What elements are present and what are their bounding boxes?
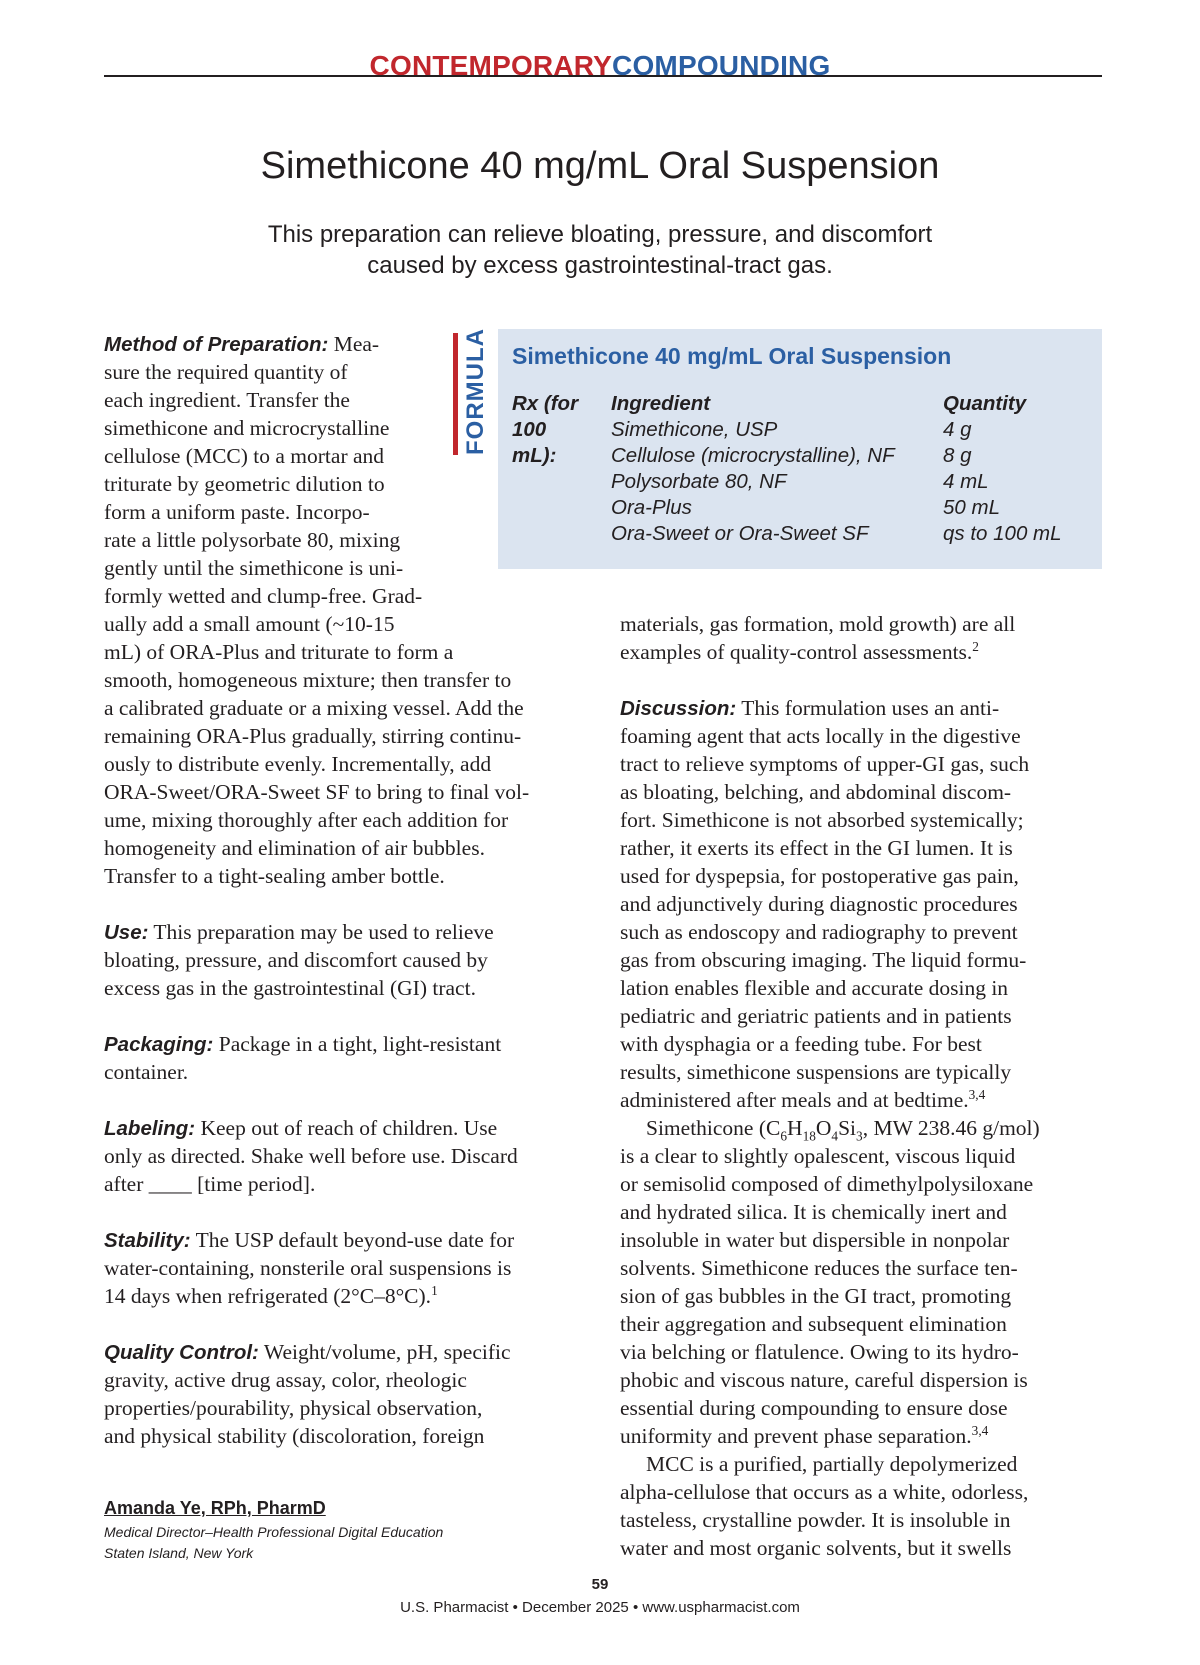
footer-citation: U.S. Pharmacist • December 2025 • www.uspharmacist.com [400, 1599, 800, 1616]
body-line: MCC is a purified, partially depolymerized [646, 1452, 1018, 1476]
body-line: or semisolid composed of dimethylpolysiloxane [620, 1172, 1034, 1196]
body-line: alpha-cellulose that occurs as a white, odorless, [620, 1480, 1029, 1504]
packaging-first-line: Packaging: Package in a tight, light-resistant [104, 1032, 502, 1056]
col-quantity-header: Quantity [943, 392, 1027, 415]
quantity-cell: 4 mL [943, 470, 989, 493]
body-line: is a clear to slightly opalescent, viscous liquid [620, 1144, 1016, 1168]
quantity-cell: 50 mL [943, 496, 1000, 519]
ingredient-cell: Ora-Sweet or Ora-Sweet SF [611, 522, 869, 545]
page-title: Simethicone 40 mg/mL Oral Suspension [260, 145, 940, 187]
body-line: properties/pourability, physical observation, [104, 1396, 483, 1420]
qc-heading: Quality Control: [104, 1341, 259, 1364]
body-line: form a uniform paste. Incorpo- [104, 500, 370, 524]
body-line: ually add a small amount (~10-15 [104, 612, 395, 636]
subtitle-line: caused by excess gastrointestinal-tract gas. [367, 252, 833, 279]
body-line: rate a little polysorbate 80, mixing [104, 528, 401, 552]
body-line: with dysphagia or a feeding tube. For best [620, 1032, 982, 1056]
author-title: Medical Director–Health Professional Digital Education [104, 1524, 444, 1540]
header-rule [104, 75, 1102, 77]
quantity-cell: 4 g [943, 418, 972, 441]
col-ingredient-header: Ingredient [611, 392, 711, 415]
body-line: as bloating, belching, and abdominal discom- [620, 780, 1012, 804]
labeling-first-line: Labeling: Keep out of reach of children. Use [104, 1116, 498, 1140]
header-contemporary: CONTEMPORARY [369, 50, 613, 81]
body-line: results, simethicone suspensions are typically [620, 1060, 1012, 1084]
body-line: cellulose (MCC) to a mortar and [104, 444, 385, 468]
body-line: container. [104, 1060, 189, 1084]
body-line: foaming agent that acts locally in the digestive [620, 724, 1021, 748]
discussion-heading: Discussion: [620, 697, 737, 720]
body-line: examples of quality-control assessments.$^2$ [620, 638, 979, 664]
body-line: mL) of ORA-Plus and triturate to form a [104, 640, 454, 664]
formula-accent-bar [453, 333, 458, 455]
body-line: such as endoscopy and radiography to prevent [620, 920, 1018, 944]
body-line: rather, it exerts its effect in the GI lumen. It is [620, 836, 1013, 860]
labeling-heading: Labeling: [104, 1117, 196, 1140]
author-name: Amanda Ye, RPh, PharmD [104, 1498, 326, 1518]
quantity-cell: qs to 100 mL [943, 522, 1062, 545]
reference-superscript: 2 [972, 638, 979, 654]
stability-heading: Stability: [104, 1229, 191, 1252]
body-line: lation enables flexible and accurate dosing in [620, 976, 1009, 1000]
formula-title: Simethicone 40 mg/mL Oral Suspension [512, 343, 952, 369]
reference-superscript: 3,4 [968, 1086, 986, 1102]
page-number: 59 [591, 1576, 609, 1593]
subtitle-line: This preparation can relieve bloating, pressure, and discomfort [267, 221, 933, 248]
header-compounding: COMPOUNDING [612, 50, 831, 81]
body-line: pediatric and geriatric patients and in patients [620, 1004, 1012, 1028]
running-header [0, 48, 1200, 84]
formula-tag: FORMULA [462, 328, 489, 455]
body-line: after ____ [time period]. [104, 1172, 316, 1196]
body-line: tasteless, crystalline powder. It is insoluble in [620, 1508, 1011, 1532]
body-line: gently until the simethicone is uni- [104, 556, 404, 580]
body-line: via belching or flatulence. Owing to its hydro- [620, 1340, 1019, 1364]
rx-label: mL): [512, 444, 557, 467]
rx-label: Rx (for [512, 392, 579, 415]
body-line: fort. Simethicone is not absorbed systemically; [620, 808, 1024, 832]
body-line: insoluble in water but dispersible in nonpolar [620, 1228, 1010, 1252]
subtitle [150, 219, 1050, 281]
quantity-cell: 8 g [943, 444, 972, 467]
body-line: Transfer to a tight-sealing amber bottle. [104, 864, 445, 888]
ingredient-cell: Ora-Plus [611, 496, 692, 519]
stability-first-line: Stability: The USP default beyond-use date for [104, 1228, 515, 1252]
method-first-line: Method of Preparation: Mea- [104, 332, 380, 356]
ingredient-cell: Polysorbate 80, NF [611, 470, 787, 493]
body-line: simethicone and microcrystalline [104, 416, 390, 440]
body-line: 14 days when refrigerated (2°C–8°C).$^1$ [104, 1282, 438, 1308]
body-line: their aggregation and subsequent elimination [620, 1312, 1007, 1336]
body-line: bloating, pressure, and discomfort caused by [104, 948, 488, 972]
body-line: uniformity and prevent phase separation.$^{3,4}$ [620, 1422, 989, 1448]
chemical-formula-line: Simethicone ($C_6H_{18}O_4Si_3$, MW 238.46 g/mol) [646, 1116, 1040, 1144]
body-line: materials, gas formation, mold growth) are all [620, 612, 1016, 636]
packaging-heading: Packaging: [104, 1033, 214, 1056]
body-line: and hydrated silica. It is chemically inert and [620, 1200, 1007, 1224]
body-line: formly wetted and clump-free. Grad- [104, 584, 423, 608]
body-line: tract to relieve symptoms of upper-GI gas, such [620, 752, 1030, 776]
body-line: gas from obscuring imaging. The liquid formu- [620, 948, 1027, 972]
use-first-line: Use: This preparation may be used to relieve [104, 920, 494, 944]
body-line: and physical stability (discoloration, foreign [104, 1424, 485, 1448]
ingredient-cell: Cellulose (microcrystalline), NF [611, 444, 895, 467]
body-line: phobic and viscous nature, careful dispersion is [620, 1368, 1028, 1392]
body-line: each ingredient. Transfer the [104, 388, 350, 412]
body-line: sion of gas bubbles in the GI tract, promoting [620, 1284, 1012, 1308]
discussion-first-line: Discussion: This formulation uses an anti- [620, 696, 1000, 720]
body-line: sure the required quantity of [104, 360, 348, 384]
body-line: solvents. Simethicone reduces the surface ten- [620, 1256, 1018, 1280]
body-line: water-containing, nonsterile oral suspensions is [104, 1256, 512, 1280]
use-heading: Use: [104, 921, 149, 944]
body-line: ously to distribute evenly. Incrementally, add [104, 752, 492, 776]
method-heading: Method of Preparation: [104, 333, 329, 356]
reference-superscript: 1 [431, 1282, 438, 1298]
body-line: water and most organic solvents, but it swells [620, 1536, 1012, 1560]
body-line: a calibrated graduate or a mixing vessel. Add the [104, 696, 524, 720]
body-line: used for dyspepsia, for postoperative gas pain, [620, 864, 1019, 888]
body-line: and adjunctively during diagnostic procedures [620, 892, 1018, 916]
body-line: gravity, active drug assay, color, rheologic [104, 1368, 467, 1392]
reference-superscript: 3,4 [971, 1422, 989, 1438]
body-line: essential during compounding to ensure dose [620, 1396, 1008, 1420]
body-line: excess gas in the gastrointestinal (GI) tract. [104, 976, 476, 1000]
body-line: smooth, homogeneous mixture; then transfer to [104, 668, 512, 692]
body-line: homogeneity and elimination of air bubbles. [104, 836, 485, 860]
body-line: only as directed. Shake well before use. Discard [104, 1144, 518, 1168]
qc-first-line: Quality Control: Weight/volume, pH, specific [104, 1340, 511, 1364]
body-line: administered after meals and at bedtime.$^{3,4}$ [620, 1086, 986, 1112]
body-line: ORA-Sweet/ORA-Sweet SF to bring to final vol- [104, 780, 530, 804]
body-line: ume, mixing thoroughly after each addition for [104, 808, 509, 832]
body-line: triturate by geometric dilution to [104, 472, 385, 496]
ingredient-cell: Simethicone, USP [611, 418, 778, 441]
body-line: remaining ORA-Plus gradually, stirring continu- [104, 724, 522, 748]
rx-label: 100 [512, 418, 547, 441]
author-location: Staten Island, New York [104, 1545, 254, 1561]
